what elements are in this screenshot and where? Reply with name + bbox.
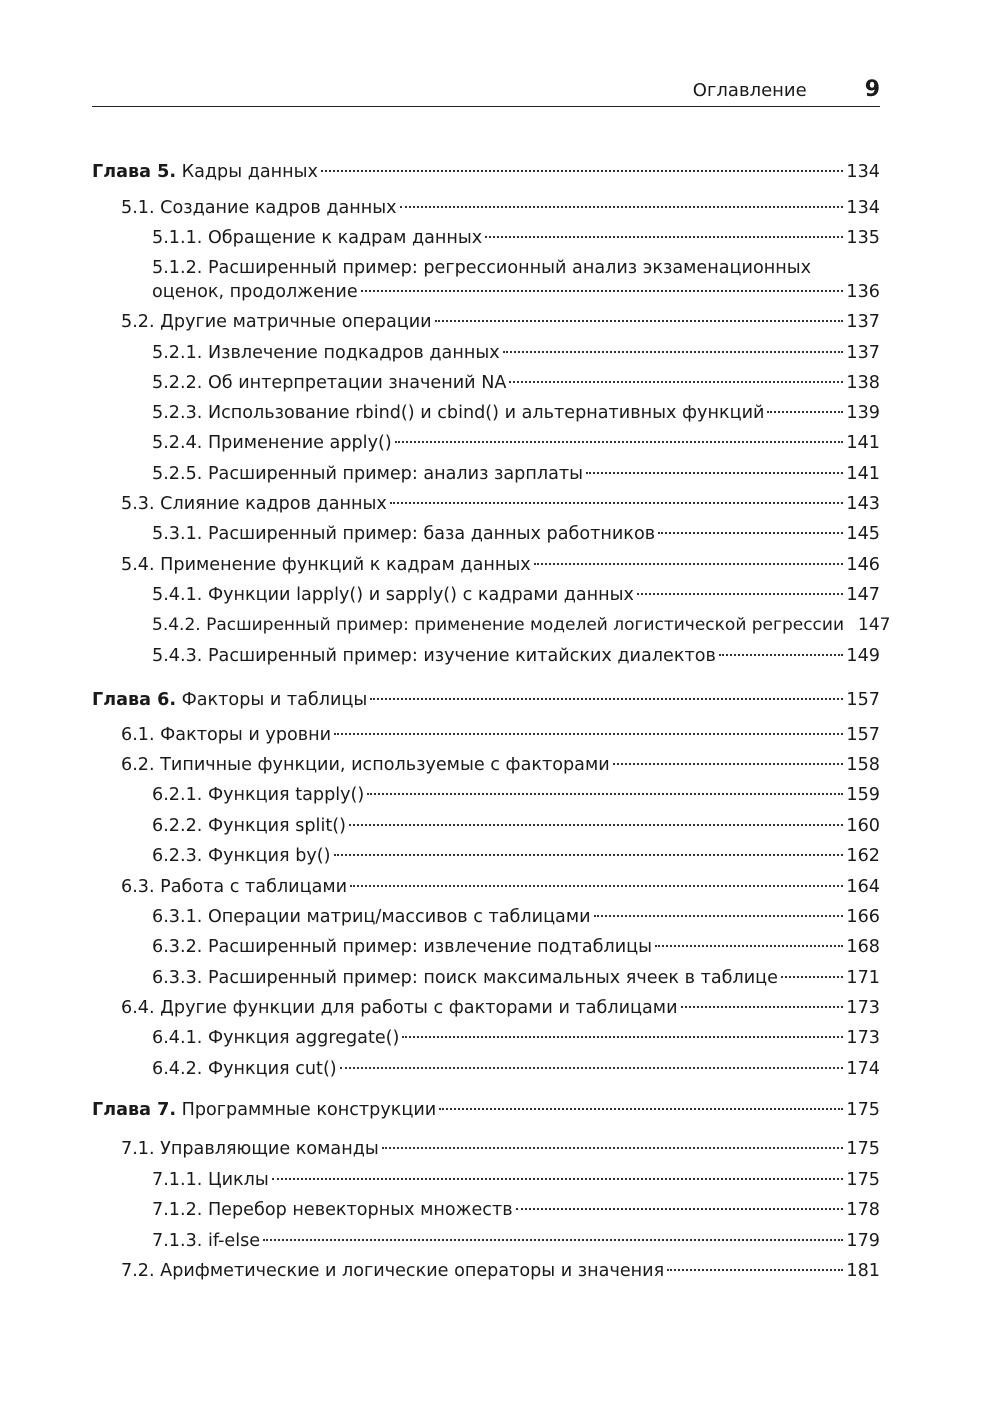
- entry-page-number: 175: [846, 1100, 880, 1120]
- entry-page-number: 162: [846, 846, 880, 866]
- section-title: 6.1. Факторы и уровни: [121, 725, 332, 745]
- entry-page-number: 160: [846, 816, 880, 836]
- dot-leader: [349, 824, 843, 826]
- subsection-title: 6.3.1. Операции матриц/массивов с таблицами: [152, 907, 591, 927]
- entry-page-number: 159: [846, 785, 880, 805]
- entry-page-number: 136: [846, 282, 880, 302]
- section-title: 6.2. Типичные функции, используемые с факторами: [121, 755, 610, 775]
- entry-page-number: 175: [846, 1170, 880, 1190]
- subsection-title: 6.2.2. Функция split(): [152, 816, 346, 836]
- section-title: 5.4. Применение функций к кадрам данных: [121, 555, 531, 575]
- toc-subsection-entry[interactable]: [92, 522, 880, 546]
- subsection-title-line1: 5.1.2. Расширенный пример: регрессионный анализ экзаменационных: [152, 258, 812, 278]
- subsection-title: 5.2.1. Извлечение подкадров данных: [152, 343, 500, 363]
- subsection-title: 6.2.3. Функция by(): [152, 846, 331, 866]
- subsection-title: 6.3.3. Расширенный пример: поиск максимальных ячеек в таблице: [152, 968, 778, 988]
- subsection-title: 6.2.1. Функция tapply(): [152, 785, 365, 805]
- entry-page-number: 139: [846, 403, 880, 423]
- dot-leader: [395, 441, 844, 443]
- dot-leader: [402, 1036, 843, 1038]
- entry-page-number: 141: [846, 464, 880, 484]
- toc-subsection-entry[interactable]: [92, 462, 880, 486]
- subsection-title: 6.4.1. Функция aggregate(): [152, 1028, 400, 1048]
- toc-section-entry[interactable]: [92, 753, 880, 777]
- subsection-title: 5.2.5. Расширенный пример: анализ зарплаты: [152, 464, 584, 484]
- entry-page-number: 181: [846, 1261, 880, 1281]
- toc-chapter-entry[interactable]: [92, 688, 880, 712]
- dot-leader: [263, 1239, 843, 1241]
- entry-page-number: 171: [846, 968, 880, 988]
- subsection-title: 5.3.1. Расширенный пример: база данных работников: [152, 524, 656, 544]
- toc-section-entry[interactable]: [92, 492, 880, 516]
- dot-leader: [681, 1006, 844, 1008]
- toc-chapter-entry[interactable]: [92, 1098, 880, 1122]
- toc-subsection-entry[interactable]: [92, 1229, 880, 1253]
- section-title: 6.4. Другие функции для работы с факторами и таблицами: [121, 998, 678, 1018]
- toc-section-entry[interactable]: [92, 1259, 880, 1283]
- entry-page-number: 164: [846, 877, 880, 897]
- dot-leader: [516, 1208, 844, 1210]
- dot-leader: [400, 206, 844, 208]
- entry-page-number: 138: [846, 373, 880, 393]
- section-title: 7.1. Управляющие команды: [121, 1139, 379, 1159]
- toc-section-entry[interactable]: [92, 553, 880, 577]
- subsection-title: 5.4.3. Расширенный пример: изучение китайских диалектов: [152, 646, 716, 666]
- chapter-label: Глава 6.: [92, 690, 177, 710]
- subsection-title: 6.3.2. Расширенный пример: извлечение подтаблицы: [152, 937, 653, 957]
- subsection-title: 5.4.1. Функции lapply() и sapply() с кадрами данных: [152, 585, 634, 605]
- toc-section-entry[interactable]: [92, 310, 880, 334]
- entry-page-number: 173: [846, 998, 880, 1018]
- entry-page-number: 137: [846, 312, 880, 332]
- dot-leader: [272, 1178, 844, 1180]
- chapter-title: Кадры данных: [176, 162, 318, 182]
- toc-subsection-entry[interactable]: [92, 966, 880, 990]
- toc-subsection-entry[interactable]: [92, 1026, 880, 1050]
- entry-page-number: 137: [846, 343, 880, 363]
- entry-page-number: 134: [846, 198, 880, 218]
- entry-page-number: 175: [846, 1139, 880, 1159]
- dot-leader: [350, 885, 843, 887]
- toc-subsection-entry[interactable]: [92, 226, 880, 250]
- dot-leader: [503, 351, 844, 353]
- dot-leader: [390, 502, 844, 504]
- section-title: 7.2. Арифметические и логические операторы и значения: [121, 1261, 665, 1281]
- toc-subsection-entry[interactable]: [92, 431, 880, 455]
- toc-subsection-entry[interactable]: [92, 341, 880, 365]
- entry-page-number: 157: [846, 725, 880, 745]
- dot-leader: [382, 1147, 844, 1149]
- toc-subsection-entry[interactable]: [92, 371, 880, 395]
- subsection-title: 7.1.1. Циклы: [152, 1170, 269, 1190]
- subsection-title: 5.2.3. Использование rbind() и cbind() и альтернативных функций: [152, 403, 765, 423]
- dot-leader: [781, 976, 843, 978]
- dot-leader: [613, 763, 844, 765]
- entry-page-number: 135: [846, 228, 880, 248]
- dot-leader: [534, 563, 844, 565]
- toc-section-entry[interactable]: [92, 723, 880, 747]
- toc-subsection-entry[interactable]: [92, 844, 880, 868]
- section-title: 5.3. Слияние кадров данных: [121, 494, 387, 514]
- entry-page-number: 179: [846, 1231, 880, 1251]
- entry-page-number: 157: [846, 690, 880, 710]
- toc-subsection-entry[interactable]: [92, 814, 880, 838]
- toc-subsection-entry[interactable]: [92, 401, 880, 425]
- running-header-title: Оглавление: [692, 79, 807, 101]
- dot-leader: [334, 733, 843, 735]
- chapter-title: Программные конструкции: [176, 1100, 437, 1120]
- dot-leader: [340, 1067, 844, 1069]
- toc-section-entry[interactable]: [92, 996, 880, 1020]
- dot-leader: [594, 915, 844, 917]
- toc-subsection-entry[interactable]: [92, 783, 880, 807]
- chapter-title: Факторы и таблицы: [176, 690, 368, 710]
- section-title: 6.3. Работа с таблицами: [121, 877, 348, 897]
- toc-subsection-entry[interactable]: [92, 1057, 880, 1081]
- entry-page-number: 166: [846, 907, 880, 927]
- dot-leader: [767, 411, 843, 413]
- section-title: 5.1. Создание кадров данных: [121, 198, 397, 218]
- subsection-title: 5.2.4. Применение apply(): [152, 433, 392, 453]
- entry-page-number: 146: [846, 555, 880, 575]
- entry-page-number: 158: [846, 755, 880, 775]
- entry-page-number: 141: [846, 433, 880, 453]
- dot-leader: [334, 854, 844, 856]
- toc-subsection-entry[interactable]: [92, 256, 880, 304]
- entry-page-number: 173: [846, 1028, 880, 1048]
- entry-page-number: 143: [846, 494, 880, 514]
- dot-leader: [439, 1108, 843, 1110]
- dot-leader: [367, 793, 843, 795]
- entry-page-number: 134: [846, 162, 880, 182]
- toc-subsection-entry[interactable]: [92, 613, 891, 637]
- entry-page-number: 178: [846, 1200, 880, 1220]
- subsection-title: 7.1.2. Перебор невекторных множеств: [152, 1200, 513, 1220]
- dot-leader: [586, 472, 843, 474]
- subsection-title: 5.1.1. Обращение к кадрам данных: [152, 228, 483, 248]
- chapter-label: Глава 5.: [92, 162, 177, 182]
- dot-leader: [509, 381, 843, 383]
- toc-subsection-entry[interactable]: [92, 935, 880, 959]
- toc-subsection-entry[interactable]: [92, 1198, 880, 1222]
- dot-leader: [485, 236, 843, 238]
- toc-chapter-entry[interactable]: [92, 160, 880, 184]
- entry-page-number: 145: [846, 524, 880, 544]
- subsection-title-line2: оценок, продолжение: [152, 282, 358, 302]
- subsection-title: 5.4.2. Расширенный пример: применение моделей логистической регрессии: [152, 615, 844, 635]
- dot-leader: [370, 698, 843, 700]
- toc-section-entry[interactable]: [92, 196, 880, 220]
- toc-subsection-entry[interactable]: [92, 644, 880, 668]
- dot-leader: [321, 170, 843, 172]
- entry-page-number: 168: [846, 937, 880, 957]
- entry-page-number: 149: [846, 646, 880, 666]
- section-title: 5.2. Другие матричные операции: [121, 312, 432, 332]
- entry-page-number: 174: [846, 1059, 880, 1079]
- page-number: 9: [864, 76, 880, 102]
- dot-leader: [667, 1269, 843, 1271]
- subsection-title: 7.1.3. if-else: [152, 1231, 261, 1251]
- toc-subsection-entry[interactable]: [92, 905, 880, 929]
- subsection-title: 5.2.2. Об интерпретации значений NA: [152, 373, 507, 393]
- dot-leader: [719, 654, 844, 656]
- dot-leader: [658, 532, 843, 534]
- toc-subsection-entry[interactable]: [92, 1168, 880, 1192]
- toc-section-entry[interactable]: [92, 875, 880, 899]
- dot-leader: [435, 320, 844, 322]
- toc-subsection-entry[interactable]: [92, 583, 880, 607]
- entry-page-number: 147: [846, 585, 880, 605]
- entry-page-number: 147: [858, 615, 891, 635]
- dot-leader: [655, 945, 843, 947]
- dot-leader: [637, 593, 843, 595]
- chapter-label: Глава 7.: [92, 1100, 177, 1120]
- toc-section-entry[interactable]: [92, 1137, 880, 1161]
- dot-leader: [361, 290, 844, 292]
- page-header: [92, 76, 880, 107]
- subsection-title: 6.4.2. Функция cut(): [152, 1059, 337, 1079]
